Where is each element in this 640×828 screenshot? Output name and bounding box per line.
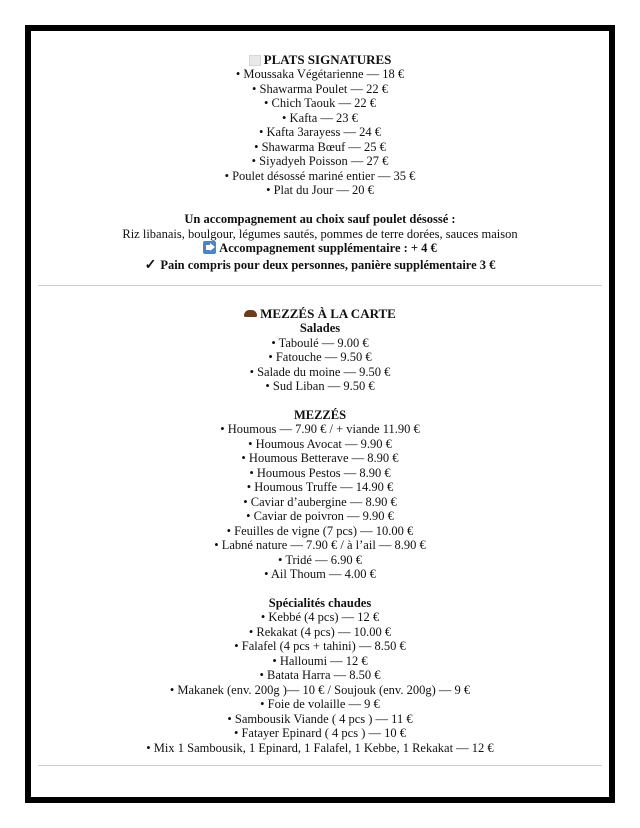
pain-note xyxy=(31,258,609,273)
accompagnement-title: Un accompagnement au choix sauf poulet désossé : xyxy=(184,211,456,226)
list-item: • Mix 1 Sambousik, 1 Epinard, 1 Falafel, 1 Kebbe, 1 Rekakat — 12 € xyxy=(146,740,494,755)
list-item: • Shawarma Bœuf — 25 € xyxy=(254,139,386,154)
list-item: • Houmous Betterave — 8.90 € xyxy=(241,451,399,465)
list-item: • Shawarma Poulet — 22 € xyxy=(252,81,388,96)
menu-page-frame xyxy=(25,25,615,803)
menu-card-icon xyxy=(249,55,261,66)
list-item: • Kafta 3arayess — 24 € xyxy=(258,125,382,139)
list-item: • Kebbé (4 pcs) — 12 € xyxy=(260,610,380,624)
list-item: • Feuilles de vigne (7 pcs) — 10.00 € xyxy=(226,523,414,538)
bowl-icon xyxy=(244,310,257,317)
supplement-note xyxy=(31,241,609,256)
list-item: • Fatouche — 9.50 € xyxy=(268,350,372,364)
list-item: • Houmous Pestos — 8.90 € xyxy=(249,465,391,480)
list-item: • Fatayer Epinard ( 4 pcs ) — 10 € xyxy=(233,726,407,740)
pain-text: Pain compris pour deux personnes, panière supplémentaire 3 € xyxy=(160,257,496,272)
list-item: • Chich Taouk — 22 € xyxy=(264,96,376,110)
list-item: • Foie de volaille — 9 € xyxy=(260,697,380,711)
accompagnement-options: Riz libanais, boulgour, légumes sautés, pommes de terre dorées, sauces maison xyxy=(122,226,518,241)
list-item: • Kafta — 23 € xyxy=(282,110,358,125)
list-item: • Falafel (4 pcs + tahini) — 8.50 € xyxy=(234,639,406,653)
salades-title: Salades xyxy=(299,321,341,335)
list-item: • Plat du Jour — 20 € xyxy=(266,183,374,197)
list-item: • Houmous — 7.90 € / + viande 11.90 € xyxy=(220,422,420,436)
mezzes-title: MEZZÉS xyxy=(293,407,347,422)
list-item: • Houmous Truffe — 14.90 € xyxy=(246,480,394,494)
list-item: • Rekakat (4 pcs) — 10.00 € xyxy=(248,624,392,639)
list-item: • Sambousik Viande ( 4 pcs ) — 11 € xyxy=(227,711,413,726)
list-item: • Batata Harra — 8.50 € xyxy=(259,668,381,682)
chaudes-title: Spécialités chaudes xyxy=(268,595,372,610)
plats-signatures-title xyxy=(31,52,609,67)
plats-signatures-section xyxy=(31,52,609,273)
check-icon: ✓ xyxy=(144,257,157,273)
plats-signatures-title-text: PLATS SIGNATURES xyxy=(263,52,392,67)
list-item: • Halloumi — 12 € xyxy=(272,653,368,668)
list-item: • Houmous Avocat — 9.90 € xyxy=(248,436,392,451)
list-item: • Makanek (env. 200g )— 10 € / Soujouk (env. 200g) — 9 € xyxy=(169,682,471,697)
list-item: • Caviar d’aubergine — 8.90 € xyxy=(243,494,397,509)
mezzes-carte-section xyxy=(31,306,609,755)
section-divider xyxy=(38,765,602,766)
list-item: • Moussaka Végétarienne — 18 € xyxy=(235,67,405,81)
mezzes-carte-title xyxy=(31,306,609,321)
list-item: • Caviar de poivron — 9.90 € xyxy=(246,509,394,523)
right-arrow-icon xyxy=(203,241,216,254)
list-item: • Labné nature — 7.90 € / à l’ail — 8.90 € xyxy=(214,538,426,552)
list-item: • Ail Thoum — 4.00 € xyxy=(264,567,376,581)
section-divider xyxy=(38,285,602,286)
list-item: • Taboulé — 9.00 € xyxy=(271,335,369,350)
list-item: • Sud Liban — 9.50 € xyxy=(265,379,375,393)
list-item: • Tridé — 6.90 € xyxy=(278,552,362,567)
list-item: • Poulet désossé mariné entier — 35 € xyxy=(224,168,416,183)
list-item: • Siyadyeh Poisson — 27 € xyxy=(251,154,389,168)
list-item: • Salade du moine — 9.50 € xyxy=(249,364,391,379)
supplement-text: Accompagnement supplémentaire : + 4 € xyxy=(219,240,437,255)
mezzes-carte-title-text: MEZZÉS À LA CARTE xyxy=(260,306,396,321)
